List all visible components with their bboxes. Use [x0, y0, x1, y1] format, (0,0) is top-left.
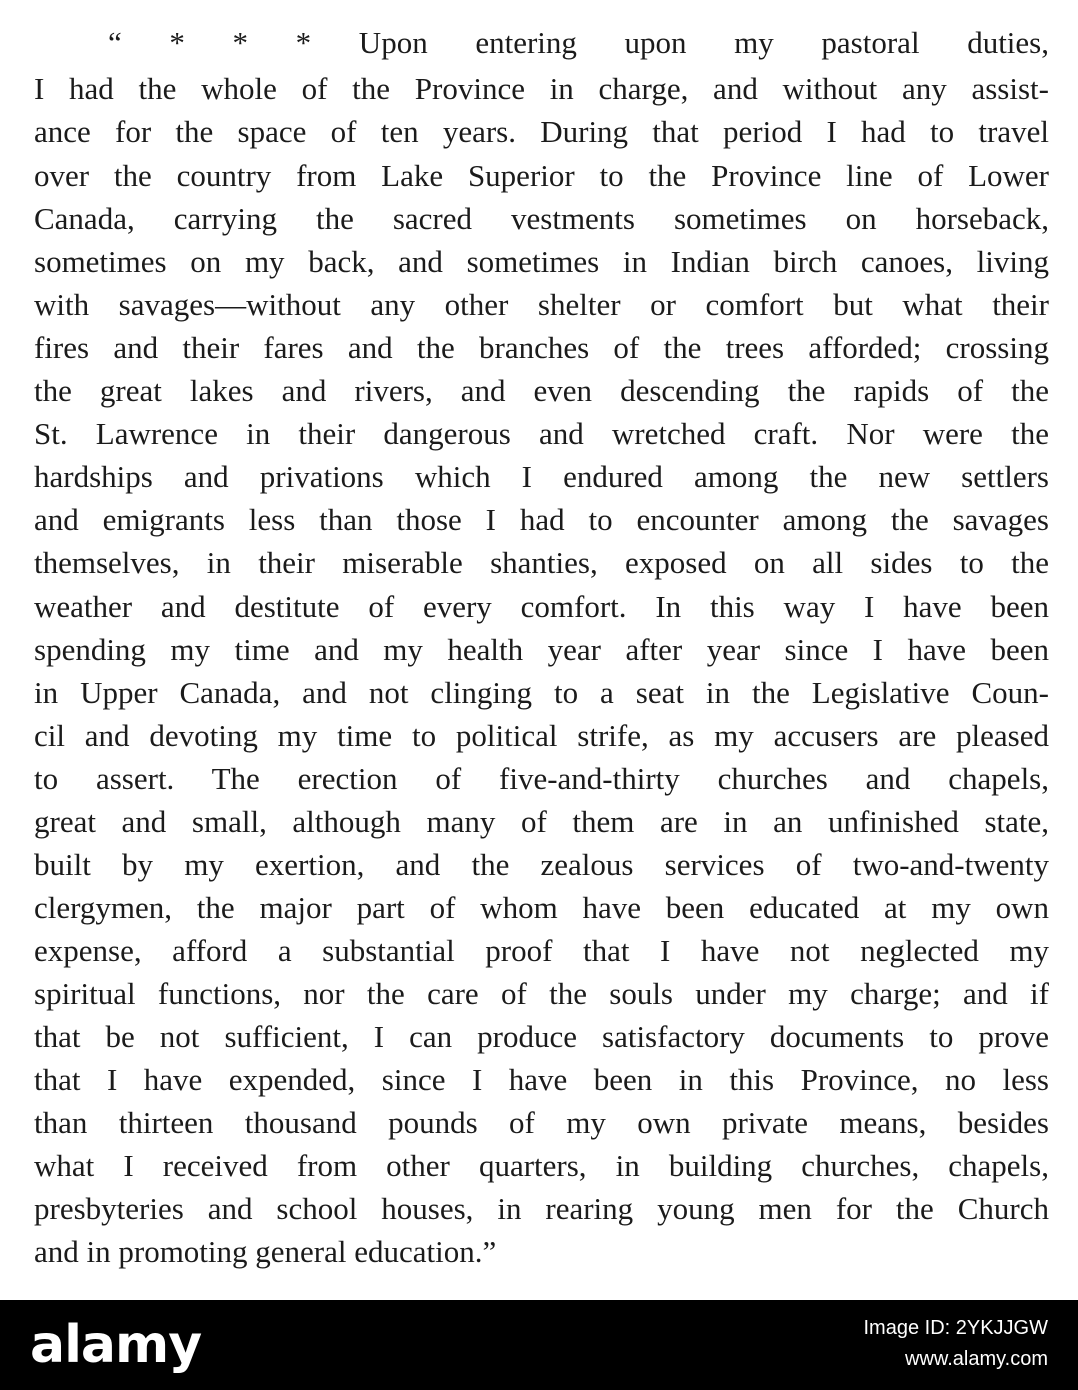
text-line: sometimes on my back, and sometimes in Indian birch canoes, living — [34, 244, 1049, 279]
text-line: and emigrants less than those I had to encounter among the savages — [34, 502, 1049, 537]
text-line: the great lakes and rivers, and even descending the rapids of the — [34, 373, 1049, 408]
text-line: over the country from Lake Superior to the Province line of Lower — [34, 158, 1049, 193]
text-line: great and small, although many of them are in an unfinished state, — [34, 804, 1049, 839]
text-line: and in promoting general education.” — [34, 1234, 497, 1269]
text-line: built by my exertion, and the zealous services of two-and-twenty — [34, 847, 1049, 882]
text-line: spending my time and my health year after year since I have been — [34, 632, 1049, 667]
text-line: hardships and privations which I endured among the new settlers — [34, 459, 1049, 494]
text-line: “ * * * Upon entering upon my pastoral duties, — [108, 25, 1049, 60]
text-line: cil and devoting my time to political strife, as my accusers are pleased — [34, 718, 1049, 753]
text-line: than thirteen thousand pounds of my own private means, besides — [34, 1105, 1049, 1140]
text-line: that I have expended, since I have been in this Province, no less — [34, 1062, 1049, 1097]
text-line: St. Lawrence in their dangerous and wretched craft. Nor were the — [34, 416, 1049, 451]
text-line: in Upper Canada, and not clinging to a seat in the Legislative Coun- — [34, 675, 1049, 710]
watermark-banner — [0, 1300, 1078, 1390]
text-line: expense, afford a substantial proof that I have not neglected my — [34, 933, 1049, 968]
text-line: fires and their fares and the branches of the trees afforded; crossing — [34, 330, 1049, 365]
text-line: ance for the space of ten years. During that period I had to travel — [34, 114, 1049, 149]
text-line: with savages—without any other shelter or comfort but what their — [34, 287, 1049, 322]
text-line: themselves, in their miserable shanties, exposed on all sides to the — [34, 545, 1049, 580]
alamy-logo: alamy — [30, 1315, 202, 1375]
text-line: that be not sufficient, I can produce satisfactory documents to prove — [34, 1019, 1049, 1054]
text-line: spiritual functions, nor the care of the souls under my charge; and if — [34, 976, 1049, 1011]
text-line: Canada, carrying the sacred vestments sometimes on horseback, — [34, 201, 1049, 236]
text-line: I had the whole of the Province in charge, and without any assist- — [34, 71, 1049, 106]
text-line: weather and destitute of every comfort. In this way I have been — [34, 589, 1049, 624]
site-url-label: www.alamy.com — [905, 1348, 1048, 1370]
text-line: to assert. The erection of five-and-thirty churches and chapels, — [34, 761, 1049, 796]
text-line: presbyteries and school houses, in rearing young men for the Church — [34, 1191, 1049, 1226]
image-id-label: Image ID: 2YKJJGW — [863, 1317, 1048, 1339]
text-line: what I received from other quarters, in building churches, chapels, — [34, 1148, 1049, 1183]
text-line: clergymen, the major part of whom have been educated at my own — [34, 890, 1049, 925]
